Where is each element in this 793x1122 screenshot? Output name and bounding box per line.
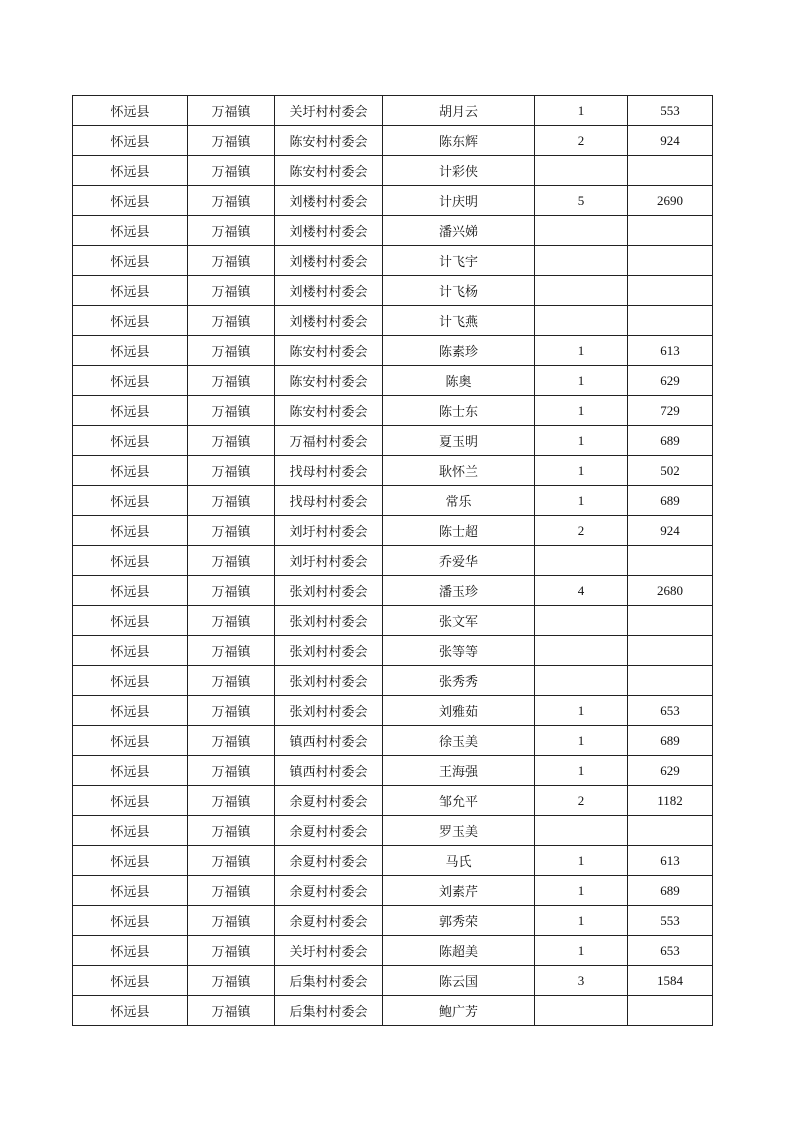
county-cell: 怀远县 xyxy=(73,966,188,996)
table-row xyxy=(73,216,713,246)
name-cell: 陈超美 xyxy=(383,936,535,966)
amount-cell: 1584 xyxy=(628,966,713,996)
amount-cell xyxy=(628,996,713,1026)
name-cell: 罗玉美 xyxy=(383,816,535,846)
town-cell: 万福镇 xyxy=(188,156,275,186)
town-cell: 万福镇 xyxy=(188,906,275,936)
table-row xyxy=(73,846,713,876)
table-row xyxy=(73,396,713,426)
household-count-cell: 1 xyxy=(535,876,628,906)
name-cell: 鲍广芳 xyxy=(383,996,535,1026)
town-cell: 万福镇 xyxy=(188,126,275,156)
county-cell: 怀远县 xyxy=(73,576,188,606)
name-cell: 乔爱华 xyxy=(383,546,535,576)
table-row xyxy=(73,366,713,396)
town-cell: 万福镇 xyxy=(188,486,275,516)
household-count-cell xyxy=(535,606,628,636)
village-cell: 刘圩村村委会 xyxy=(275,546,383,576)
village-cell: 关圩村村委会 xyxy=(275,96,383,126)
household-count-cell: 1 xyxy=(535,486,628,516)
town-cell: 万福镇 xyxy=(188,816,275,846)
amount-cell: 653 xyxy=(628,696,713,726)
amount-cell: 924 xyxy=(628,126,713,156)
county-cell: 怀远县 xyxy=(73,336,188,366)
name-cell: 陈云国 xyxy=(383,966,535,996)
village-cell: 陈安村村委会 xyxy=(275,396,383,426)
household-count-cell: 2 xyxy=(535,786,628,816)
amount-cell xyxy=(628,666,713,696)
town-cell: 万福镇 xyxy=(188,756,275,786)
name-cell: 陈素珍 xyxy=(383,336,535,366)
village-cell: 余夏村村委会 xyxy=(275,786,383,816)
table-row xyxy=(73,666,713,696)
county-cell: 怀远县 xyxy=(73,366,188,396)
household-count-cell xyxy=(535,246,628,276)
county-cell: 怀远县 xyxy=(73,486,188,516)
name-cell: 计庆明 xyxy=(383,186,535,216)
town-cell: 万福镇 xyxy=(188,606,275,636)
table-row xyxy=(73,516,713,546)
county-cell: 怀远县 xyxy=(73,636,188,666)
name-cell: 刘雅茹 xyxy=(383,696,535,726)
town-cell: 万福镇 xyxy=(188,726,275,756)
amount-cell: 653 xyxy=(628,936,713,966)
name-cell: 潘兴娣 xyxy=(383,216,535,246)
town-cell: 万福镇 xyxy=(188,366,275,396)
county-cell: 怀远县 xyxy=(73,276,188,306)
village-cell: 刘楼村村委会 xyxy=(275,186,383,216)
village-cell: 张刘村村委会 xyxy=(275,606,383,636)
name-cell: 计飞宇 xyxy=(383,246,535,276)
amount-cell xyxy=(628,156,713,186)
table-row xyxy=(73,906,713,936)
county-cell: 怀远县 xyxy=(73,456,188,486)
household-count-cell: 1 xyxy=(535,906,628,936)
county-cell: 怀远县 xyxy=(73,126,188,156)
amount-cell: 553 xyxy=(628,96,713,126)
name-cell: 计飞杨 xyxy=(383,276,535,306)
table-row xyxy=(73,486,713,516)
table-row xyxy=(73,456,713,486)
county-cell: 怀远县 xyxy=(73,786,188,816)
town-cell: 万福镇 xyxy=(188,636,275,666)
household-count-cell: 1 xyxy=(535,96,628,126)
household-count-cell: 1 xyxy=(535,936,628,966)
county-cell: 怀远县 xyxy=(73,906,188,936)
amount-cell xyxy=(628,306,713,336)
amount-cell: 613 xyxy=(628,846,713,876)
town-cell: 万福镇 xyxy=(188,576,275,606)
name-cell: 陈士超 xyxy=(383,516,535,546)
name-cell: 邹允平 xyxy=(383,786,535,816)
household-count-cell: 4 xyxy=(535,576,628,606)
data-table xyxy=(72,95,713,1026)
town-cell: 万福镇 xyxy=(188,846,275,876)
table-row xyxy=(73,606,713,636)
table-body xyxy=(73,96,713,1026)
table-row xyxy=(73,816,713,846)
county-cell: 怀远县 xyxy=(73,396,188,426)
household-count-cell: 1 xyxy=(535,336,628,366)
town-cell: 万福镇 xyxy=(188,936,275,966)
county-cell: 怀远县 xyxy=(73,996,188,1026)
amount-cell xyxy=(628,276,713,306)
county-cell: 怀远县 xyxy=(73,696,188,726)
household-count-cell xyxy=(535,306,628,336)
county-cell: 怀远县 xyxy=(73,936,188,966)
name-cell: 郭秀荣 xyxy=(383,906,535,936)
village-cell: 刘圩村村委会 xyxy=(275,516,383,546)
village-cell: 陈安村村委会 xyxy=(275,336,383,366)
village-cell: 镇西村村委会 xyxy=(275,726,383,756)
table-row xyxy=(73,306,713,336)
amount-cell xyxy=(628,816,713,846)
village-cell: 后集村村委会 xyxy=(275,966,383,996)
amount-cell: 1182 xyxy=(628,786,713,816)
town-cell: 万福镇 xyxy=(188,186,275,216)
town-cell: 万福镇 xyxy=(188,876,275,906)
village-cell: 陈安村村委会 xyxy=(275,126,383,156)
county-cell: 怀远县 xyxy=(73,426,188,456)
name-cell: 张等等 xyxy=(383,636,535,666)
household-count-cell: 1 xyxy=(535,756,628,786)
name-cell: 夏玉明 xyxy=(383,426,535,456)
household-count-cell xyxy=(535,666,628,696)
name-cell: 马氏 xyxy=(383,846,535,876)
county-cell: 怀远县 xyxy=(73,816,188,846)
household-count-cell xyxy=(535,156,628,186)
table-row xyxy=(73,996,713,1026)
county-cell: 怀远县 xyxy=(73,156,188,186)
name-cell: 胡月云 xyxy=(383,96,535,126)
village-cell: 找母村村委会 xyxy=(275,456,383,486)
town-cell: 万福镇 xyxy=(188,306,275,336)
amount-cell xyxy=(628,636,713,666)
household-count-cell: 1 xyxy=(535,366,628,396)
table-row xyxy=(73,576,713,606)
county-cell: 怀远县 xyxy=(73,516,188,546)
village-cell: 张刘村村委会 xyxy=(275,576,383,606)
amount-cell xyxy=(628,216,713,246)
table-row xyxy=(73,126,713,156)
amount-cell: 689 xyxy=(628,486,713,516)
village-cell: 陈安村村委会 xyxy=(275,366,383,396)
town-cell: 万福镇 xyxy=(188,786,275,816)
town-cell: 万福镇 xyxy=(188,966,275,996)
town-cell: 万福镇 xyxy=(188,516,275,546)
village-cell: 陈安村村委会 xyxy=(275,156,383,186)
name-cell: 张文军 xyxy=(383,606,535,636)
town-cell: 万福镇 xyxy=(188,96,275,126)
name-cell: 潘玉珍 xyxy=(383,576,535,606)
amount-cell: 502 xyxy=(628,456,713,486)
county-cell: 怀远县 xyxy=(73,546,188,576)
amount-cell: 629 xyxy=(628,366,713,396)
amount-cell: 924 xyxy=(628,516,713,546)
county-cell: 怀远县 xyxy=(73,216,188,246)
table-row xyxy=(73,696,713,726)
table-row xyxy=(73,96,713,126)
town-cell: 万福镇 xyxy=(188,216,275,246)
name-cell: 陈奥 xyxy=(383,366,535,396)
household-count-cell: 3 xyxy=(535,966,628,996)
amount-cell: 689 xyxy=(628,426,713,456)
name-cell: 计彩侠 xyxy=(383,156,535,186)
village-cell: 万福村村委会 xyxy=(275,426,383,456)
table-row xyxy=(73,426,713,456)
household-count-cell xyxy=(535,546,628,576)
name-cell: 张秀秀 xyxy=(383,666,535,696)
village-cell: 张刘村村委会 xyxy=(275,666,383,696)
name-cell: 计飞燕 xyxy=(383,306,535,336)
town-cell: 万福镇 xyxy=(188,396,275,426)
amount-cell: 2680 xyxy=(628,576,713,606)
village-cell: 刘楼村村委会 xyxy=(275,306,383,336)
village-cell: 刘楼村村委会 xyxy=(275,246,383,276)
name-cell: 耿怀兰 xyxy=(383,456,535,486)
table-row xyxy=(73,786,713,816)
household-count-cell: 1 xyxy=(535,456,628,486)
village-cell: 镇西村村委会 xyxy=(275,756,383,786)
village-cell: 后集村村委会 xyxy=(275,996,383,1026)
household-count-cell: 2 xyxy=(535,516,628,546)
table-row xyxy=(73,936,713,966)
amount-cell xyxy=(628,606,713,636)
county-cell: 怀远县 xyxy=(73,846,188,876)
village-cell: 张刘村村委会 xyxy=(275,696,383,726)
name-cell: 陈东辉 xyxy=(383,126,535,156)
amount-cell: 613 xyxy=(628,336,713,366)
table-row xyxy=(73,246,713,276)
village-cell: 余夏村村委会 xyxy=(275,876,383,906)
county-cell: 怀远县 xyxy=(73,666,188,696)
town-cell: 万福镇 xyxy=(188,546,275,576)
table-row xyxy=(73,876,713,906)
table-row xyxy=(73,276,713,306)
county-cell: 怀远县 xyxy=(73,726,188,756)
table-row xyxy=(73,546,713,576)
amount-cell: 2690 xyxy=(628,186,713,216)
household-count-cell: 1 xyxy=(535,396,628,426)
amount-cell: 689 xyxy=(628,726,713,756)
table-row xyxy=(73,756,713,786)
name-cell: 刘素芹 xyxy=(383,876,535,906)
table-row xyxy=(73,726,713,756)
county-cell: 怀远县 xyxy=(73,756,188,786)
village-cell: 关圩村村委会 xyxy=(275,936,383,966)
household-count-cell: 1 xyxy=(535,696,628,726)
household-count-cell: 1 xyxy=(535,846,628,876)
village-cell: 刘楼村村委会 xyxy=(275,276,383,306)
county-cell: 怀远县 xyxy=(73,246,188,276)
household-count-cell xyxy=(535,216,628,246)
town-cell: 万福镇 xyxy=(188,996,275,1026)
amount-cell: 729 xyxy=(628,396,713,426)
household-count-cell: 1 xyxy=(535,426,628,456)
village-cell: 找母村村委会 xyxy=(275,486,383,516)
county-cell: 怀远县 xyxy=(73,96,188,126)
name-cell: 王海强 xyxy=(383,756,535,786)
village-cell: 张刘村村委会 xyxy=(275,636,383,666)
household-count-cell xyxy=(535,816,628,846)
amount-cell: 553 xyxy=(628,906,713,936)
amount-cell xyxy=(628,546,713,576)
county-cell: 怀远县 xyxy=(73,606,188,636)
village-cell: 余夏村村委会 xyxy=(275,906,383,936)
household-count-cell: 1 xyxy=(535,726,628,756)
town-cell: 万福镇 xyxy=(188,696,275,726)
name-cell: 陈士东 xyxy=(383,396,535,426)
amount-cell: 689 xyxy=(628,876,713,906)
household-count-cell: 2 xyxy=(535,126,628,156)
table-row xyxy=(73,636,713,666)
town-cell: 万福镇 xyxy=(188,666,275,696)
village-cell: 余夏村村委会 xyxy=(275,816,383,846)
household-count-cell xyxy=(535,636,628,666)
town-cell: 万福镇 xyxy=(188,426,275,456)
county-cell: 怀远县 xyxy=(73,306,188,336)
table-row xyxy=(73,156,713,186)
town-cell: 万福镇 xyxy=(188,456,275,486)
county-cell: 怀远县 xyxy=(73,186,188,216)
name-cell: 常乐 xyxy=(383,486,535,516)
village-cell: 刘楼村村委会 xyxy=(275,216,383,246)
amount-cell xyxy=(628,246,713,276)
table-row xyxy=(73,186,713,216)
household-count-cell: 5 xyxy=(535,186,628,216)
village-cell: 余夏村村委会 xyxy=(275,846,383,876)
household-count-cell xyxy=(535,996,628,1026)
town-cell: 万福镇 xyxy=(188,246,275,276)
town-cell: 万福镇 xyxy=(188,336,275,366)
county-cell: 怀远县 xyxy=(73,876,188,906)
town-cell: 万福镇 xyxy=(188,276,275,306)
amount-cell: 629 xyxy=(628,756,713,786)
name-cell: 徐玉美 xyxy=(383,726,535,756)
table-row xyxy=(73,336,713,366)
household-count-cell xyxy=(535,276,628,306)
table-row xyxy=(73,966,713,996)
